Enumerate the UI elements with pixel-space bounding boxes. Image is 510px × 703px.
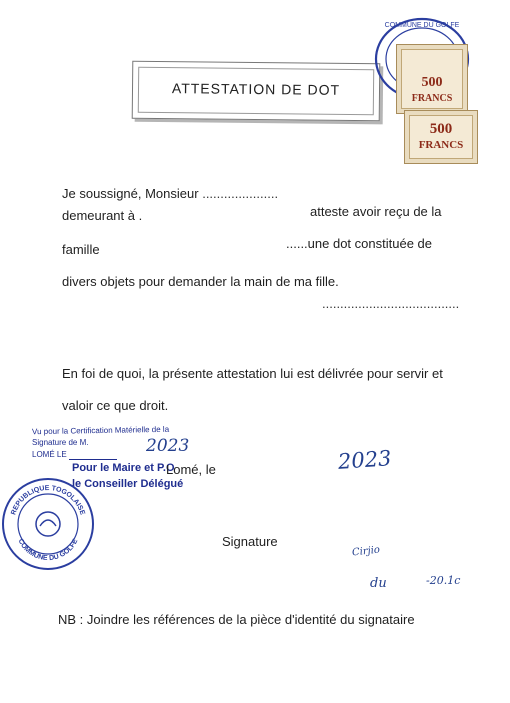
cert-line-1: Vu pour la Certification Matérielle de la <box>31 424 170 437</box>
handwritten-scribble-2: du <box>370 576 387 591</box>
handwritten-scribble-3: -20.1c <box>426 574 461 587</box>
signature-label: Signature <box>222 534 278 549</box>
cert-line-3-label: LOMÉ LE <box>32 450 67 459</box>
document-title: ATTESTATION DE DOT <box>171 80 341 98</box>
cert-line-3-blank <box>69 450 117 460</box>
fiscal-stamp-bottom-currency: FRANCS <box>418 139 464 151</box>
cert-line-3 <box>32 450 117 460</box>
svg-text:COMMUNE DU GOLFE <box>17 538 80 562</box>
cert-handwritten-year-small: 2023 <box>146 436 190 456</box>
stamp-top-text: COMMUNE DU GOLFE <box>384 22 460 29</box>
handwritten-scribble-1: Cirjio <box>351 544 381 559</box>
body-line-5-dots: ...................................... <box>322 296 460 311</box>
fiscal-stamp-top-amount: 500 <box>421 75 443 90</box>
cert-line-2: Signature de M. <box>32 438 89 447</box>
handwritten-year: 2023 <box>337 446 393 474</box>
body-line-3a: famille <box>62 242 100 257</box>
body-line-1-text: Je soussigné, Monsieur <box>62 186 199 201</box>
body-line-2a: demeurant à . <box>62 208 143 223</box>
body-line-2b: atteste avoir reçu de la <box>310 204 442 219</box>
body-line-7: valoir ce que droit. <box>62 398 169 413</box>
stamp-bottom-top-text: REPUBLIQUE TOGOLAISE <box>10 484 86 516</box>
body-line-1-dots: ..................... <box>202 186 279 201</box>
commune-round-stamp-bottom <box>0 476 96 572</box>
body-line-1 <box>62 186 278 201</box>
cert-line-4: Pour le Maire et P.O <box>72 462 175 474</box>
body-line-6: En foi de quoi, la présente attestation lui est délivrée pour servir et <box>62 366 443 381</box>
body-line-4: divers objets pour demander la main de ma fille. <box>62 274 339 289</box>
cert-line-4-tail: Lomé, le <box>166 462 216 477</box>
stamp-bottom-bottom-text: COMMUNE DU GOLFE <box>16 538 80 563</box>
footer-note: NB : Joindre les références de la pièce d'identité du signataire <box>58 612 415 627</box>
fiscal-stamp-top <box>396 44 468 114</box>
body-line-3b: ......une dot constituée de <box>286 236 432 251</box>
title-box <box>132 61 381 122</box>
cert-line-5: le Conseiller Délégué <box>72 478 184 490</box>
fiscal-stamp-top-currency: FRANCS <box>411 93 453 104</box>
fiscal-stamp-bottom-amount: 500 <box>429 121 453 137</box>
fiscal-stamp-bottom <box>404 110 478 164</box>
